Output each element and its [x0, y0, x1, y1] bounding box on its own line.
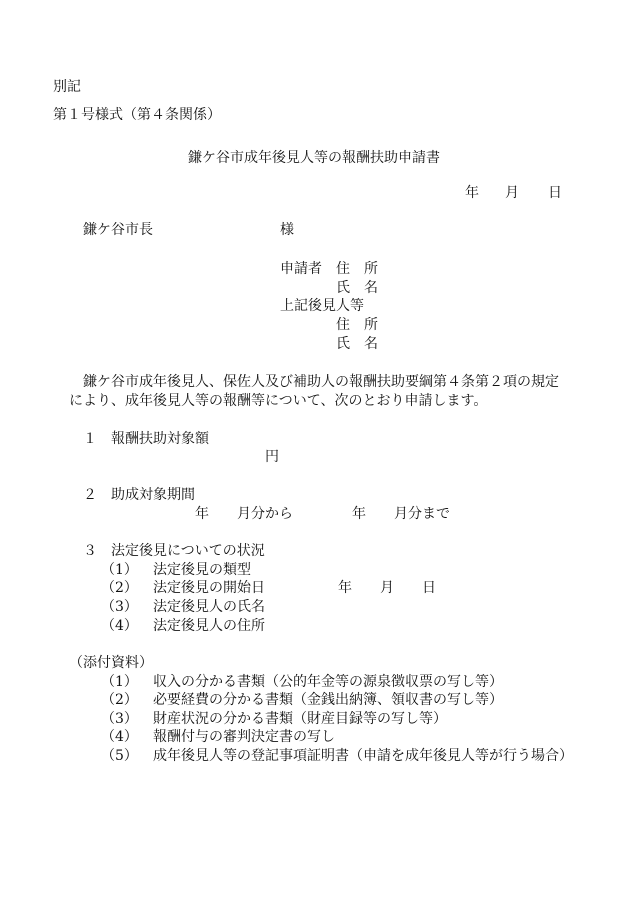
document-title: 鎌ケ谷市成年後見人等の報酬扶助申請書	[188, 150, 440, 166]
section-3-item-2-label: 法定後見の開始日	[153, 580, 265, 596]
guardian-address-label: 住 所	[336, 317, 378, 333]
section-1-number: １	[83, 431, 97, 447]
attachment-1-label: 収入の分かる書類（公的年金等の源泉徴収票の写し等）	[153, 674, 503, 690]
start-date-year: 年	[338, 580, 352, 596]
section-3-item-1-number: （1）	[101, 562, 138, 578]
applicant-name-label: 氏 名	[336, 280, 378, 296]
section-2-number: ２	[83, 487, 97, 503]
attachments-title: （添付資料）	[69, 655, 153, 671]
applicant-label: 申請者	[280, 261, 322, 277]
section-2-title: 助成対象期間	[111, 487, 195, 503]
attachment-3-number: （3）	[101, 711, 138, 727]
period-from-month: 月分から	[237, 506, 293, 522]
section-3-item-2-number: （2）	[101, 580, 138, 596]
section-3-number: ３	[83, 543, 97, 559]
section-3-title: 法定後見についての状況	[111, 543, 265, 559]
start-date-day: 日	[422, 580, 436, 596]
attachment-4-label: 報酬付与の審判決定書の写し	[153, 729, 335, 745]
period-from-year: 年	[195, 506, 209, 522]
date-year-label: 年	[465, 185, 479, 201]
attachment-3-label: 財産状況の分かる書類（財産目録等の写し等）	[153, 711, 447, 727]
body-text-line-1: 鎌ケ谷市成年後見人、保佐人及び補助人の報酬扶助要綱第４条第２項の規定	[69, 374, 559, 390]
start-date-month: 月	[380, 580, 394, 596]
attachment-5-label: 成年後見人等の登記事項証明書（申請を成年後見人等が行う場合）	[153, 748, 573, 764]
form-number: 第１号様式（第４条関係）	[53, 107, 221, 123]
attachment-1-number: （1）	[101, 674, 138, 690]
betsuki-label: 別記	[53, 79, 81, 95]
section-3-item-4-number: （4）	[101, 618, 138, 634]
addressee-name: 鎌ケ谷市長	[83, 222, 153, 238]
attachment-2-number: （2）	[101, 692, 138, 708]
period-to-month: 月分まで	[394, 506, 450, 522]
section-3-item-3-label: 法定後見人の氏名	[153, 599, 265, 615]
addressee-honorific: 様	[280, 222, 294, 238]
attachment-4-number: （4）	[101, 729, 138, 745]
guardian-label: 上記後見人等	[280, 298, 364, 314]
applicant-address-label: 住 所	[336, 261, 378, 277]
period-to-year: 年	[352, 506, 366, 522]
attachment-2-label: 必要経費の分かる書類（金銭出納簿、領収書の写し等）	[153, 692, 503, 708]
guardian-name-label: 氏 名	[336, 336, 378, 352]
body-text-line-2: により、成年後見人等の報酬等について、次のとおり申請します。	[69, 393, 488, 409]
section-3-item-1-label: 法定後見の類型	[153, 562, 251, 578]
section-3-item-4-label: 法定後見人の住所	[153, 618, 265, 634]
date-day-label: 日	[548, 185, 562, 201]
section-1-unit: 円	[265, 449, 279, 465]
date-month-label: 月	[505, 185, 519, 201]
section-1-title: 報酬扶助対象額	[111, 431, 209, 447]
attachment-5-number: （5）	[101, 748, 138, 764]
section-3-item-3-number: （3）	[101, 599, 138, 615]
